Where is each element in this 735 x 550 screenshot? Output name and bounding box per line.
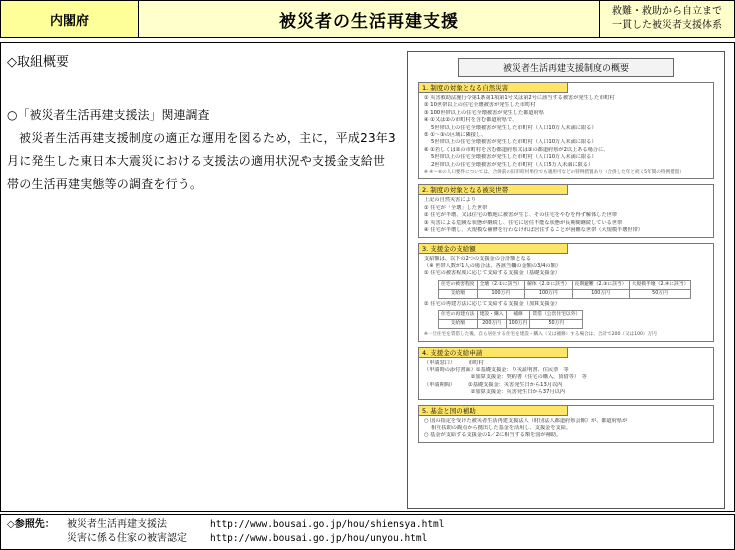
section-1-line: ⑤ ①～③の区域に隣接し、: [424, 132, 487, 139]
section-4-line: （申請期間） ①基礎支援金：災害発生日から13月以内: [424, 381, 563, 388]
table-cell: 50万円: [530, 320, 583, 329]
basic-support-table: [438, 280, 691, 299]
table-row: [439, 320, 583, 329]
reference-footer: [0, 514, 735, 550]
section-3-body: [419, 244, 713, 341]
page-title: 被災者の生活再建支援: [139, 1, 600, 37]
table-cell: 支給額: [439, 289, 478, 298]
subtitle-line-1: 救難・救助から自立まで: [612, 6, 722, 17]
figure-section-1: [418, 82, 714, 179]
section-1-line: ④ ①又は②の市町村を含む都道府県で、: [424, 117, 518, 124]
table-cell: 100万円: [477, 289, 524, 298]
section-1-line: 5世帯以上の住宅全壊被害が発生した市町村（人口10万人未満に限る）: [431, 124, 597, 131]
additional-support-title: ② 住宅の再建方法に応じて支給する支援金（加算支援金）: [424, 300, 560, 307]
ministry-label: 内閣府: [1, 1, 139, 37]
table-header-cell: 全壊（2.①に該当）: [477, 280, 524, 289]
figure-section-2: [418, 184, 714, 237]
page-header: [0, 0, 735, 38]
survey-description: 被災者生活再建支援制度の適正な運用を図るため，主に，平成23年3月に発生した東日本大震災における支援法の適用状況や支援金支給世帯の生活再建実態等の調査を行う。: [7, 131, 396, 191]
section-1-line: 2世帯以上の住宅全壊被害が発生した市町村（人口5万人未満に限る）: [431, 161, 594, 168]
section-5-line: 相互扶助の観点から拠出した基金を活用し、支援金を支給。: [431, 424, 572, 431]
table-header-cell: 大規模半壊（2.④に該当）: [629, 280, 691, 289]
section-1-line: ① 災害救助法施行令第1条第1項第1号又は第2号に該当する被害が発生した市町村: [424, 95, 615, 101]
table-cell: 100万円: [506, 320, 530, 329]
basic-support-title: ① 住宅の被害程度に応じて支給する支援金（基礎支援金）: [424, 270, 560, 277]
subtitle-line-2: 一貫した被災者支援体系: [612, 20, 722, 31]
reference-link-1[interactable]: http://www.bousai.go.jp/hou/shiensya.html: [210, 519, 445, 530]
table-header-cell: 長期避難（2.③に該当）: [572, 280, 629, 289]
additional-support-table: [438, 310, 583, 329]
section-2-intro: 上記の自然災害により: [424, 197, 476, 204]
table-header-cell: 建設・購入: [477, 311, 506, 320]
section-1-line: 5世帯以上の住宅全壊被害が発生した市町村（人口10万人未満に限る）: [431, 139, 597, 146]
section-2-line: ④ 住宅が半壊し、大規模な補修を行わなければ居住することが困難な世帯（大規模半壊世帯）: [424, 227, 643, 234]
section-1-line: ③ 100世帯以上の住宅全壊被害が発生した都道府県: [424, 109, 544, 116]
section-2-line: ② 住宅が半壊、又は住宅の敷地に被害が生じ、その住宅をやむを得ず解体した世帯: [424, 212, 618, 219]
figure-section-4: [418, 347, 714, 400]
table-cell: 支給額: [439, 320, 478, 329]
table-row: [439, 280, 691, 289]
table-cell: 50万円: [629, 289, 691, 298]
reference-label-spacer: [7, 532, 67, 546]
section-1-heading: 1. 制度の対象となる自然災害: [418, 82, 568, 93]
survey-item-title: ○「被災者生活再建支援法」関連調査: [7, 108, 210, 122]
figure-section-5: [418, 405, 714, 443]
table-header-cell: 住宅の再建方法: [439, 311, 478, 320]
system-overview-figure: [407, 51, 725, 509]
section-2-heading: 2. 制度の対象となる被災世帯: [418, 184, 568, 195]
table-row: [439, 289, 691, 298]
reference-title-1: 被災者生活再建支援法: [67, 519, 167, 530]
table-cell: 100万円: [572, 289, 629, 298]
section-3-note: ※一旦住宅を賃借した後、自ら居住する住宅を建設・購入（又は補修）する場合は、合計で200（又は100）万円: [424, 332, 657, 338]
reference-title-2: 災害に係る住家の被害認定: [67, 533, 187, 544]
section-1-line: 5世帯以上の住宅全壊被害が発生した市町村（人口10万人未満に限る）: [431, 154, 597, 161]
section-3-heading: 3. 支援金の支給額: [418, 243, 568, 254]
section-3-intro: 支給額は、以下の2つの支援金の合計額となる: [424, 255, 532, 262]
section-4-line: ②加算支援金：災害発生日から37月以内: [424, 389, 565, 396]
table-header-cell: 補修: [506, 311, 530, 320]
reference-row-2: [7, 532, 728, 546]
main-content: [0, 42, 735, 512]
overview-section-title: ◇取組概要: [7, 55, 69, 70]
section-1-body: [419, 83, 713, 178]
header-subtitle: [600, 1, 734, 37]
section-4-line: ②加算支援金：契約書（住宅の購入、賃借等） 等: [424, 374, 587, 381]
reference-row-1: [7, 518, 728, 532]
section-2-line: ③ 災害による危険な状態が継続し、住宅に居住不能な状態が長期間継続している世帯: [424, 219, 623, 226]
figure-title: 被災者生活再建支援制度の概要: [458, 58, 674, 77]
section-3-intro-note: （※ 世帯人数が1人の場合は、各該当欄の金額の3/4の額）: [424, 262, 561, 269]
table-row: [439, 311, 583, 320]
section-4-heading: 4. 支援金の支給申請: [418, 347, 568, 358]
section-5-line: ○ 国の指定を受けた被災者生活再建支援法人（財団法人都道府県会館）が、都道府県が: [424, 417, 628, 424]
section-2-line: ① 住宅が「全壊」した世帯: [424, 204, 488, 211]
table-cell: 200万円: [477, 320, 506, 329]
reference-link-2[interactable]: http://www.bousai.go.jp/hou/unyou.html: [210, 533, 428, 544]
figure-section-3: [418, 243, 714, 342]
section-4-line: （申請窓口） 市町村: [424, 359, 484, 366]
section-4-line: （申請時の添付書面）①基礎支援金：り災証明書、住民票 等: [424, 366, 569, 373]
overview-column: [7, 51, 397, 196]
section-1-line: ⑥ ①若しくは②の市町村を含む都道府県又は③の都道府県が2以上ある場合に、: [424, 146, 609, 153]
table-header-cell: 賃借（公営住宅以外）: [530, 311, 583, 320]
section-1-note: ※ ④～⑥の人口要件については、合併前の旧市町村単位でも適用可などの特例措置あり（合併した年と続く5年間の特例措置）: [424, 170, 684, 176]
reference-label: ◇参照先：: [7, 519, 55, 530]
section-1-line: ② 10世帯以上の住宅全壊被害が発生した市町村: [424, 102, 536, 109]
section-5-heading: 5. 基金と国の補助: [418, 405, 568, 416]
table-cell: 100万円: [525, 289, 572, 298]
section-5-line: ○ 基金が支給する支援金の1／2に相当する額を国が補助。: [424, 432, 562, 439]
table-header-cell: 住宅の被害程度: [439, 280, 478, 289]
table-header-cell: 解体（2.②に該当）: [525, 280, 572, 289]
